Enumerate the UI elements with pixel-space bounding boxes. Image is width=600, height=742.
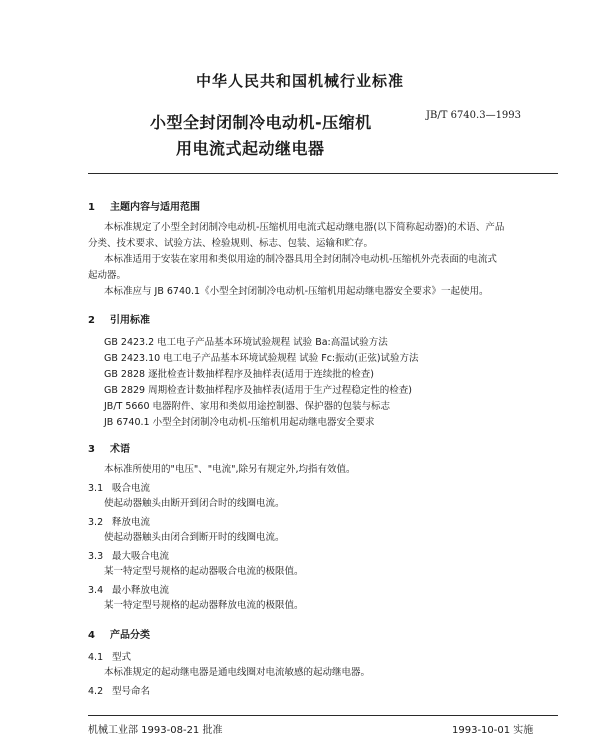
term-definition: 某一特定型号规格的起动器释放电流的极限值。 <box>104 600 304 611</box>
term-3-2 <box>88 514 150 528</box>
term-definition: 使起动器触头由闭合到断开时的线圈电流。 <box>104 532 285 543</box>
s1-paragraph-2-line1: 本标准适用于安装在家用和类似用途的制冷器具用全封闭制冷电动机-压缩机外壳表面的电流式 <box>104 254 497 265</box>
section-title: 产品分类 <box>110 630 150 641</box>
term-3-4 <box>88 582 169 596</box>
clause-text: 本标准规定的起动继电器是通电线圈对电流敏感的起动继电器。 <box>104 667 371 678</box>
reference-item: GB 2423.2 电工电子产品基本环境试验规程 试验 Ba:高温试验方法 <box>104 337 388 348</box>
s1-paragraph-1-line1: 本标准规定了小型全封闭制冷电动机-压缩机用电流式起动继电器(以下简称起动器)的术语、产品 <box>104 222 505 233</box>
standard-number: JB/T 6740.3—1993 <box>426 110 522 121</box>
clause-title: 型号命名 <box>112 686 151 697</box>
clause-4-2 <box>88 683 150 697</box>
footer-divider <box>88 715 558 716</box>
section-3-heading <box>88 440 130 455</box>
term-name: 最小释放电流 <box>112 585 170 596</box>
section-title: 主题内容与适用范围 <box>110 202 200 213</box>
term-definition: 使起动器触头由断开到闭合时的线圈电流。 <box>104 498 285 509</box>
clause-4-1 <box>88 649 131 663</box>
term-3-3 <box>88 548 169 562</box>
term-number: 3.3 <box>88 551 104 562</box>
section-2-heading <box>88 311 150 326</box>
term-name: 释放电流 <box>112 517 151 528</box>
implementation-date: 1993-10-01 实施 <box>452 725 534 736</box>
term-name: 吸合电流 <box>112 483 151 494</box>
reference-item: GB 2828 逐批检查计数抽样程序及抽样表(适用于连续批的检查) <box>104 369 375 380</box>
s3-intro: 本标准所使用的"电压"、"电流",除另有规定外,均指有效值。 <box>104 464 356 475</box>
issuing-organization: 中华人民共和国机械行业标准 <box>195 72 404 90</box>
reference-item: GB 2423.10 电工电子产品基本环境试验规程 试验 Fc:振动(正弦)试验方法 <box>104 353 419 364</box>
section-4-heading <box>88 626 150 641</box>
clause-number: 4.1 <box>88 652 104 663</box>
term-3-1 <box>88 480 150 494</box>
section-1-heading <box>88 198 200 213</box>
approval-date: 机械工业部 1993-08-21 批准 <box>88 725 223 736</box>
reference-item: JB/T 5660 电器附件、家用和类似用途控制器、保护器的包装与标志 <box>104 401 391 412</box>
section-title: 术语 <box>110 444 130 455</box>
reference-item: GB 2829 周期检查计数抽样程序及抽样表(适用于生产过程稳定性的检查) <box>104 385 413 396</box>
section-title: 引用标准 <box>110 315 150 326</box>
term-definition: 某一特定型号规格的起动器吸合电流的极限值。 <box>104 566 304 577</box>
term-number: 3.4 <box>88 585 104 596</box>
clause-number: 4.2 <box>88 686 104 697</box>
section-number: 4 <box>88 630 95 641</box>
section-number: 3 <box>88 444 95 455</box>
clause-title: 型式 <box>112 652 132 663</box>
section-number: 2 <box>88 315 95 326</box>
s1-paragraph-1-line2: 分类、技术要求、试验方法、检验规则、标志、包装、运输和贮存。 <box>88 238 374 249</box>
document-title-line1: 小型全封闭制冷电动机-压缩机 <box>150 113 372 132</box>
document-title-line2: 用电流式起动继电器 <box>176 139 325 158</box>
reference-item: JB 6740.1 小型全封闭制冷电动机-压缩机用起动继电器安全要求 <box>104 417 375 428</box>
term-number: 3.1 <box>88 483 104 494</box>
term-name: 最大吸合电流 <box>112 551 170 562</box>
header-divider <box>88 173 558 174</box>
section-number: 1 <box>88 202 95 213</box>
term-number: 3.2 <box>88 517 104 528</box>
s1-paragraph-2-line2: 起动器。 <box>88 270 127 281</box>
s1-paragraph-3: 本标准应与 JB 6740.1《小型全封闭制冷电动机-压缩机用起动继电器安全要求》一起使用。 <box>104 286 489 297</box>
